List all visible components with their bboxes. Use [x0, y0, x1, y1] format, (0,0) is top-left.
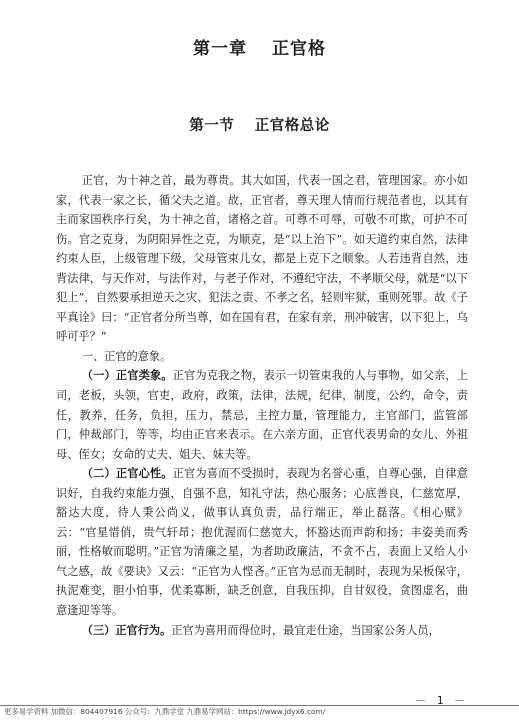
chapter-title: 第一章 正官格: [193, 39, 326, 59]
paragraph-behavior: [56, 621, 468, 641]
intro-paragraph: 正官，为十神之首，最为尊贵。其大如国，代表一国之君，管理国家。亦小如家，代表一家之长，循父夫之道。故，正官者，尊天理人情而行规范者也，以其有主而家国秩序行矣，为十神之首，诸格之首。可尊不可辱，可敬不可欺，可护不可伤。官之克身，为阴阳异性之克，为顺克，是“以上治下”。如天道约束自然，法律约束人臣，上级管理下级，父母管束儿女，都是上克下之顺象。人若违背自然，违背法律，与天作对，与法作对，与老子作对，不遵纪守法，不孝顺父母，就是“以下犯上”，自然要承担逆天之灾、犯法之责、不孝之名，轻则牢狱，重则死罪。故《子平真诠》曰：“正官者分所当尊，如在国有君，在家有亲，刑冲破害，以下犯上，乌呼可乎？”: [56, 174, 468, 344]
body-text: [56, 171, 468, 640]
subsection-heading: 一、正官的意象。: [81, 349, 172, 363]
paragraph-label: （一）正官类象。: [81, 368, 173, 383]
paragraph-text: 正官为喜而不受损时，表现为名誉心重，自尊心强，自律意识好，自我约束能力强，自强不息，知礼守法，热心服务；心底善良，仁慈宽厚，豁达大度，待人秉公尚义，做事认真负责，品行端正，举止磊落。《相心赋》云：“官星惜俏，贵气轩昂；抱优渥而仁慈宽大，怀豁达而声韵和扬；丰姿美而秀丽，性格敏而聪明。”正官为清廉之星，为者助政廉洁，不贪不占，表面上又给人小气之感，故《要诀》又云：“正官为人悭吝。”正官为忌而无制时，表现为呆板保守，执泥难变，胆小怕事，优柔寡断，缺乏创意，自我压抑，自甘奴役，贪图虚名，曲意逢迎等等。: [56, 467, 468, 618]
paragraph-text: 正官为喜用而得位时，最宜走仕途，当国家公务人员，: [171, 623, 440, 637]
page-number: － 1 －: [415, 694, 467, 707]
footer-source-line: 更多易学资料 加微信：804407916 公众号：九鼎学堂 九鼎易学网站：https://www.jdyx6.com/: [4, 707, 326, 716]
page-footer: [0, 676, 519, 716]
paragraph-text: 正官为克我之物，表示一切管束我的人与事物，如父亲，上司，老板，头领，官吏，政府，政策，法律，法规，纪律，制度，公约，命令，责任，教养，任务，负担，压力，禁忌，主控力量，管理能力，主官部门，监管部门，仲裁部门，等等，均由正官来表示。在六亲方面，正官代表男命的女儿、外祖母、侄女；女命的丈夫、姐夫、妹夫等。: [56, 369, 468, 461]
paragraph-label: （三）正官行为。: [81, 622, 172, 637]
paragraph-category-imagery: [56, 366, 468, 464]
paragraph-label: （二）正官心性。: [81, 466, 173, 481]
paragraph-personality: [56, 464, 468, 620]
section-title: 第一节 正官格总论: [189, 117, 330, 134]
